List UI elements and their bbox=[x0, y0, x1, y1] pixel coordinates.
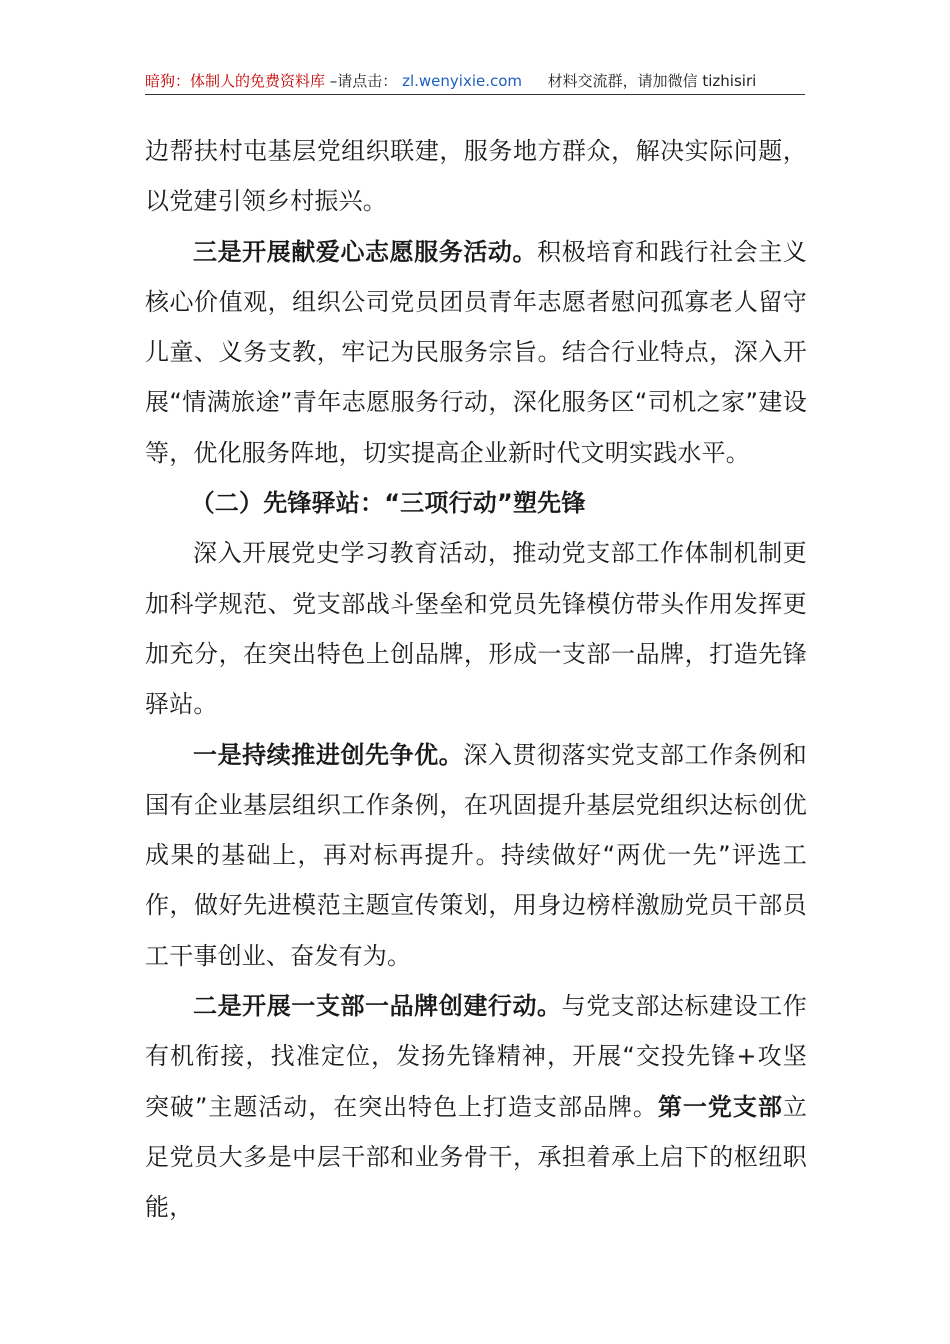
paragraph-excellence bbox=[145, 730, 807, 981]
paragraph-volunteer-text: 积极培育和践行社会主义核心价值观，组织公司党员团员青年志愿者慰问孤寡老人留守儿童、义务支教，牢记为民服务宗旨。结合行业特点，深入开展“情满旅途”青年志愿服务行动，深化服务区“司机之家”建设等，优化服务阵地，切实提高企业新时代文明实践水平。 bbox=[145, 237, 807, 467]
section-heading bbox=[145, 478, 807, 528]
paragraph-volunteer-lead: 三是开展献爱心志愿服务活动。 bbox=[193, 237, 538, 266]
document-body bbox=[145, 126, 807, 1233]
header-url-link[interactable]: zl.wenyixie.com bbox=[402, 72, 523, 90]
paragraph-brand-text: 与党支部达标建设工作有机衔接，找准定位，发扬先锋精神，开展“交投先锋+攻坚突破”主题活动，在突出特色上打造支部品牌。 bbox=[145, 992, 807, 1121]
header-divider bbox=[145, 94, 805, 95]
paragraph-brand-lead: 二是开展一支部一品牌创建行动。 bbox=[193, 992, 562, 1021]
paragraph-volunteer bbox=[145, 227, 807, 478]
paragraph-brand-text-2: 立足党员大多是中层干部和业务骨干，承担着承上启下的枢纽职能， bbox=[145, 1092, 808, 1222]
paragraph-continuation: 边帮扶村屯基层党组织联建，服务地方群众，解决实际问题，以党建引领乡村振兴。 bbox=[145, 137, 807, 216]
paragraph-intro: 深入开展党史学习教育活动，推动党支部工作体制机制更加科学规范、党支部战斗堡垒和党员先锋模仿带头作用发挥更加充分，在突出特色上创品牌，形成一支部一品牌，打造先锋驿站。 bbox=[145, 539, 807, 719]
paragraph-excellence-text: 深入贯彻落实党支部工作条例和国有企业基层组织工作条例，在巩固提升基层党组织达标创优成果的基础上，再对标再提升。持续做好“两优一先”评选工作，做好先进模范主题宣传策划，用身边榜样激励党员干部员工干事创业、奋发有为。 bbox=[145, 740, 807, 970]
section-heading-text: （二）先锋驿站：“三项行动”塑先锋 bbox=[190, 489, 586, 518]
header-contact: 材料交流群，请加微信 tizhisiri bbox=[547, 72, 757, 90]
page-header bbox=[145, 68, 805, 94]
header-site-label: 暗狗：体制人的免费资料库 bbox=[145, 72, 326, 90]
paragraph-brand-branch: 第一党支部 bbox=[657, 1092, 783, 1121]
paragraph-brand bbox=[145, 981, 807, 1232]
header-click-label: –请点击： bbox=[329, 72, 398, 90]
paragraph-excellence-lead: 一是持续推进创先争优。 bbox=[193, 740, 464, 769]
